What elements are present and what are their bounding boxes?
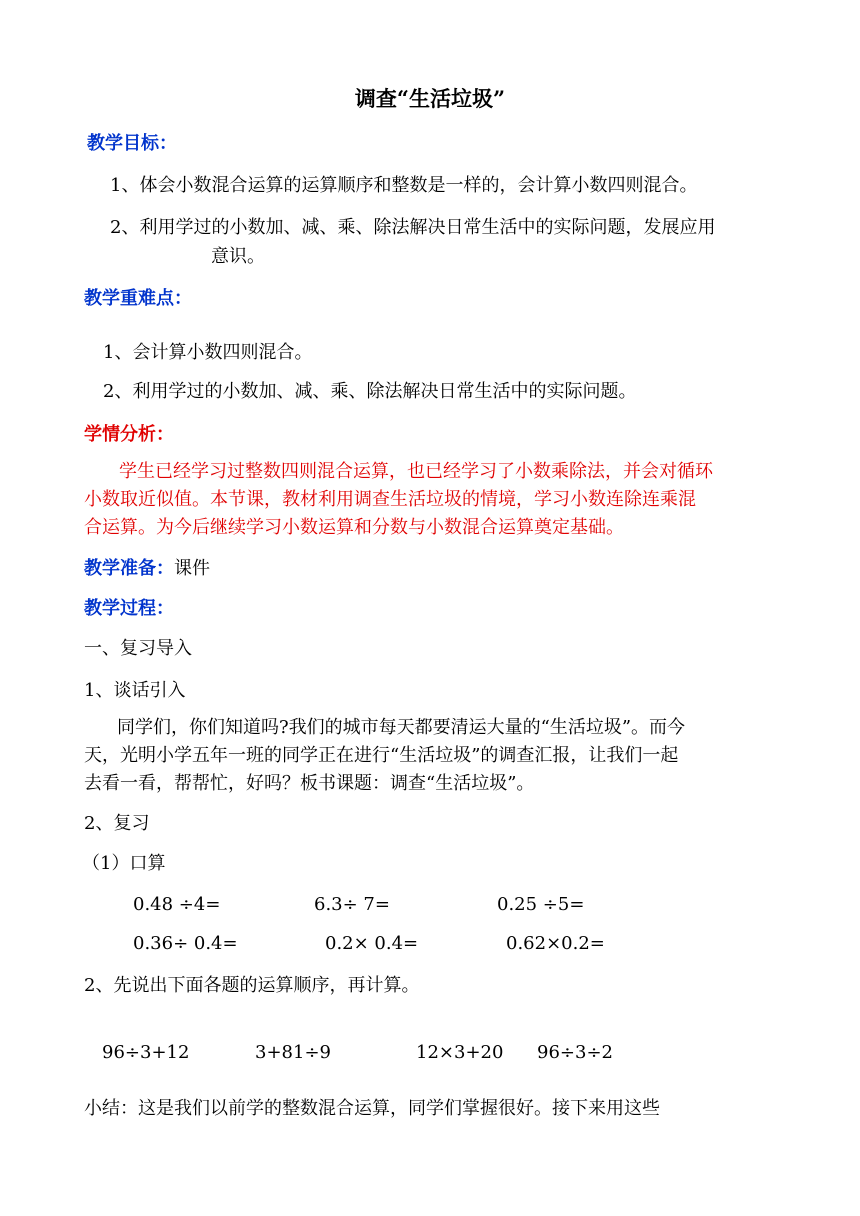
- intro-paragraph-line-2: 天，光明小学五年一班的同学正在进行“生活垃圾”的调查汇报，让我们一起: [84, 745, 679, 766]
- subsection-1-title: 1、谈话引入: [84, 680, 186, 701]
- objectives-heading: 教学目标：: [87, 133, 177, 154]
- oral-row-2: [0, 932, 860, 956]
- order-problem: 96÷3+12: [102, 1042, 190, 1063]
- objective-item-2-line-1: 2、利用学过的小数加、减、乘、除法解决日常生活中的实际问题，发展应用: [110, 217, 716, 238]
- order-problem: 96÷3÷2: [537, 1042, 613, 1063]
- analysis-line-2: 小数取近似值。本节课，教材利用调查生活垃圾的情境，学习小数连除连乘混: [84, 489, 696, 510]
- section-1-title: 一、复习导入: [84, 638, 192, 659]
- key-points-heading: 教学重难点：: [84, 288, 192, 309]
- oral-problem: 0.36÷ 0.4=: [133, 933, 238, 954]
- intro-paragraph-line-1: 同学们，你们知道吗?我们的城市每天都要清运大量的“生活垃圾”。而今: [117, 717, 686, 738]
- oral-problem: 0.25 ÷5=: [497, 894, 585, 915]
- order-problem: 3+81÷9: [255, 1042, 331, 1063]
- order-problems-row: [0, 1041, 860, 1065]
- subsection-2-title: 2、复习: [84, 813, 150, 834]
- objective-item-2-line-2: 意识。: [211, 246, 265, 267]
- analysis-heading: 学情分析：: [84, 424, 174, 445]
- oral-problem: 0.62×0.2=: [506, 933, 605, 954]
- preparation-heading: 教学准备：: [84, 558, 174, 579]
- key-point-item-2: 2、利用学过的小数加、减、乘、除法解决日常生活中的实际问题。: [103, 381, 637, 402]
- oral-problem: 0.48 ÷4=: [133, 894, 221, 915]
- process-heading: 教学过程：: [84, 598, 174, 619]
- intro-paragraph-line-3: 去看一看，帮帮忙，好吗？板书课题：调查“生活垃圾”。: [84, 773, 535, 794]
- order-problem: 12×3+20: [416, 1042, 504, 1063]
- summary-line: 小结：这是我们以前学的整数混合运算，同学们掌握很好。接下来用这些: [84, 1098, 660, 1119]
- analysis-line-1: 学生已经学习过整数四则混合运算，也已经学习了小数乘除法，并会对循环: [119, 461, 713, 482]
- key-point-item-1: 1、会计算小数四则混合。: [103, 342, 313, 363]
- objective-item-1: 1、体会小数混合运算的运算顺序和整数是一样的，会计算小数四则混合。: [110, 175, 698, 196]
- oral-row-1: [0, 893, 860, 917]
- page-title: 调查“生活垃圾”: [354, 86, 506, 111]
- order-heading: 2、先说出下面各题的运算顺序，再计算。: [84, 975, 420, 996]
- oral-problem: 6.3÷ 7=: [314, 894, 390, 915]
- oral-calculation-heading: （1）口算: [82, 853, 166, 874]
- preparation-value: 课件: [174, 558, 210, 579]
- preparation-line: [84, 557, 210, 581]
- analysis-line-3: 合运算。为今后继续学习小数运算和分数与小数混合运算奠定基础。: [84, 517, 624, 538]
- oral-problem: 0.2× 0.4=: [325, 933, 419, 954]
